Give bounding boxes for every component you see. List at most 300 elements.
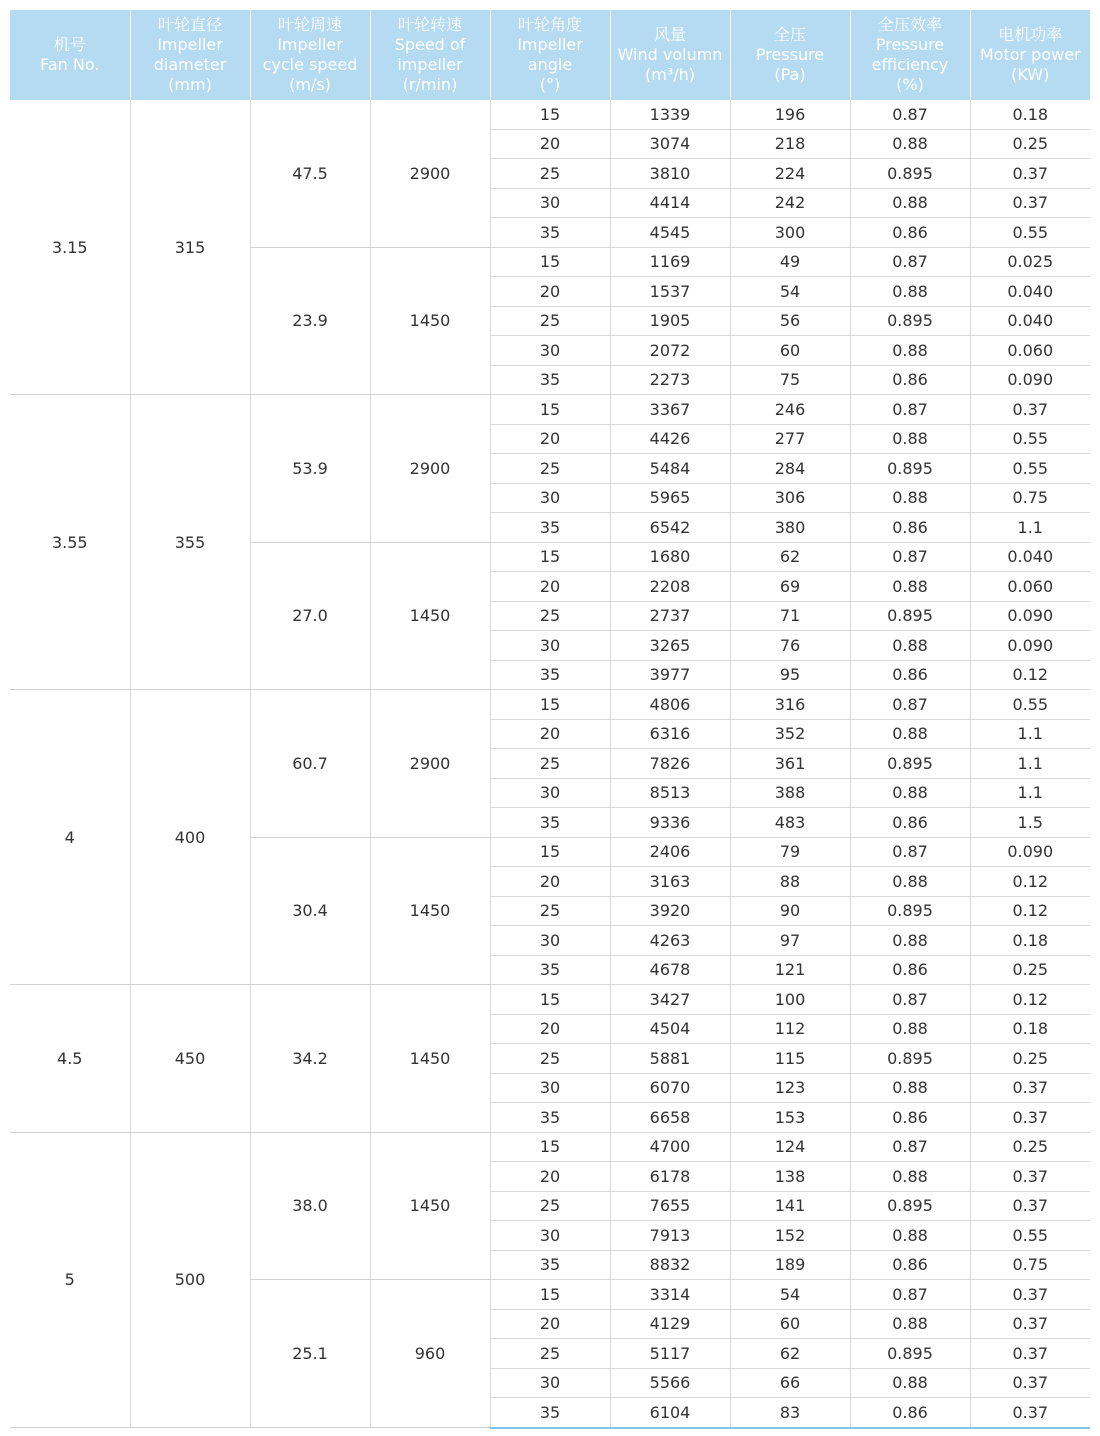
efficiency-cell: 0.87 — [850, 837, 970, 867]
efficiency-cell: 0.895 — [850, 896, 970, 926]
pressure-cell: 62 — [730, 1339, 850, 1369]
motor-power-cell: 1.1 — [970, 749, 1090, 779]
cycle-speed-cell: 53.9 — [250, 395, 370, 543]
pressure-cell: 60 — [730, 1309, 850, 1339]
motor-power-cell: 0.060 — [970, 336, 1090, 366]
pressure-cell: 115 — [730, 1044, 850, 1074]
wind-volume-cell: 7655 — [610, 1191, 730, 1221]
header-en: angle — [527, 55, 573, 74]
efficiency-cell: 0.895 — [850, 306, 970, 336]
angle-cell: 15 — [490, 690, 610, 720]
header-en: Impeller — [517, 35, 583, 54]
wind-volume-cell: 4414 — [610, 188, 730, 218]
efficiency-cell: 0.87 — [850, 1132, 970, 1162]
header-en: efficiency — [871, 55, 949, 74]
wind-volume-cell: 6178 — [610, 1162, 730, 1192]
header-unit: (m/s) — [289, 75, 331, 94]
pressure-cell: 306 — [730, 483, 850, 513]
pressure-cell: 88 — [730, 867, 850, 897]
pressure-cell: 75 — [730, 365, 850, 395]
wind-volume-cell: 3314 — [610, 1280, 730, 1310]
header-en: Wind volumn — [617, 45, 723, 64]
pressure-cell: 123 — [730, 1073, 850, 1103]
cycle-speed-cell: 60.7 — [250, 690, 370, 838]
cycle-speed-cell: 38.0 — [250, 1132, 370, 1280]
header-en: impeller — [397, 55, 463, 74]
impeller-speed-cell: 1450 — [370, 542, 490, 690]
efficiency-cell: 0.86 — [850, 660, 970, 690]
angle-cell: 20 — [490, 277, 610, 307]
pressure-cell: 380 — [730, 513, 850, 543]
motor-power-cell: 0.75 — [970, 483, 1090, 513]
header-en: Fan No. — [40, 55, 100, 74]
header-unit: (m³/h) — [644, 65, 695, 84]
pressure-cell: 284 — [730, 454, 850, 484]
efficiency-cell: 0.88 — [850, 129, 970, 159]
header-en: Motor power — [979, 45, 1081, 64]
wind-volume-cell: 6070 — [610, 1073, 730, 1103]
header-en: cycle speed — [262, 55, 358, 74]
wind-volume-cell: 5566 — [610, 1368, 730, 1398]
angle-cell: 20 — [490, 424, 610, 454]
angle-cell: 20 — [490, 719, 610, 749]
table-body — [10, 100, 1090, 1428]
cycle-speed-cell: 34.2 — [250, 985, 370, 1133]
header-en: diameter — [153, 55, 227, 74]
motor-power-cell: 1.1 — [970, 513, 1090, 543]
pressure-cell: 54 — [730, 277, 850, 307]
wind-volume-cell: 4129 — [610, 1309, 730, 1339]
pressure-cell: 224 — [730, 159, 850, 189]
wind-volume-cell: 1680 — [610, 542, 730, 572]
angle-cell: 15 — [490, 1132, 610, 1162]
header-cn: 叶轮角度 — [517, 15, 582, 34]
motor-power-cell: 0.37 — [970, 1339, 1090, 1369]
wind-volume-cell: 2737 — [610, 601, 730, 631]
wind-volume-cell: 4545 — [610, 218, 730, 248]
efficiency-cell: 0.88 — [850, 1221, 970, 1251]
motor-power-cell: 0.37 — [970, 1280, 1090, 1310]
wind-volume-cell: 1905 — [610, 306, 730, 336]
angle-cell: 25 — [490, 1191, 610, 1221]
cycle-speed-cell: 25.1 — [250, 1280, 370, 1428]
angle-cell: 35 — [490, 955, 610, 985]
table-row — [10, 395, 1090, 425]
pressure-cell: 76 — [730, 631, 850, 661]
impeller-diameter-cell: 355 — [130, 395, 250, 690]
efficiency-cell: 0.88 — [850, 483, 970, 513]
header-motor-power — [970, 10, 1090, 100]
angle-cell: 30 — [490, 926, 610, 956]
wind-volume-cell: 3163 — [610, 867, 730, 897]
motor-power-cell: 0.37 — [970, 395, 1090, 425]
wind-volume-cell: 3810 — [610, 159, 730, 189]
wind-volume-cell: 6542 — [610, 513, 730, 543]
pressure-cell: 71 — [730, 601, 850, 631]
impeller-speed-cell: 960 — [370, 1280, 490, 1428]
wind-volume-cell: 6658 — [610, 1103, 730, 1133]
pressure-cell: 83 — [730, 1398, 850, 1428]
wind-volume-cell: 3367 — [610, 395, 730, 425]
impeller-diameter-cell: 315 — [130, 100, 250, 395]
angle-cell: 20 — [490, 867, 610, 897]
angle-cell: 35 — [490, 365, 610, 395]
motor-power-cell: 0.37 — [970, 1191, 1090, 1221]
wind-volume-cell: 2072 — [610, 336, 730, 366]
efficiency-cell: 0.87 — [850, 542, 970, 572]
impeller-diameter-cell: 400 — [130, 690, 250, 985]
angle-cell: 20 — [490, 1014, 610, 1044]
motor-power-cell: 0.37 — [970, 1398, 1090, 1428]
angle-cell: 15 — [490, 395, 610, 425]
efficiency-cell: 0.895 — [850, 601, 970, 631]
motor-power-cell: 0.55 — [970, 454, 1090, 484]
cycle-speed-cell: 30.4 — [250, 837, 370, 985]
motor-power-cell: 0.55 — [970, 218, 1090, 248]
efficiency-cell: 0.87 — [850, 247, 970, 277]
efficiency-cell: 0.88 — [850, 778, 970, 808]
header-en: Pressure — [755, 45, 825, 64]
wind-volume-cell: 3427 — [610, 985, 730, 1015]
impeller-speed-cell: 1450 — [370, 247, 490, 395]
motor-power-cell: 0.55 — [970, 690, 1090, 720]
pressure-cell: 62 — [730, 542, 850, 572]
pressure-cell: 90 — [730, 896, 850, 926]
fan-no-cell: 5 — [10, 1132, 130, 1428]
angle-cell: 15 — [490, 100, 610, 129]
motor-power-cell: 0.37 — [970, 1309, 1090, 1339]
impeller-speed-cell: 1450 — [370, 837, 490, 985]
efficiency-cell: 0.86 — [850, 1398, 970, 1428]
angle-cell: 35 — [490, 1103, 610, 1133]
header-cn: 叶轮直径 — [157, 15, 222, 34]
angle-cell: 25 — [490, 601, 610, 631]
motor-power-cell: 0.025 — [970, 247, 1090, 277]
motor-power-cell: 0.090 — [970, 837, 1090, 867]
angle-cell: 30 — [490, 778, 610, 808]
angle-cell: 30 — [490, 1368, 610, 1398]
fan-no-cell: 3.15 — [10, 100, 130, 395]
pressure-cell: 97 — [730, 926, 850, 956]
wind-volume-cell: 1339 — [610, 100, 730, 129]
angle-cell: 25 — [490, 159, 610, 189]
wind-volume-cell: 5881 — [610, 1044, 730, 1074]
efficiency-cell: 0.88 — [850, 336, 970, 366]
efficiency-cell: 0.86 — [850, 808, 970, 838]
efficiency-cell: 0.88 — [850, 926, 970, 956]
angle-cell: 25 — [490, 306, 610, 336]
angle-cell: 15 — [490, 1280, 610, 1310]
motor-power-cell: 0.090 — [970, 601, 1090, 631]
angle-cell: 20 — [490, 572, 610, 602]
wind-volume-cell: 5484 — [610, 454, 730, 484]
pressure-cell: 242 — [730, 188, 850, 218]
pressure-cell: 352 — [730, 719, 850, 749]
efficiency-cell: 0.87 — [850, 690, 970, 720]
table-header — [10, 10, 1090, 100]
efficiency-cell: 0.87 — [850, 100, 970, 129]
header-unit: (r/min) — [402, 75, 458, 94]
header-en: Speed of — [394, 35, 466, 54]
header-unit: (°) — [539, 75, 561, 94]
header-cn: 全压 — [773, 25, 806, 44]
motor-power-cell: 0.37 — [970, 1073, 1090, 1103]
efficiency-cell: 0.88 — [850, 188, 970, 218]
wind-volume-cell: 4263 — [610, 926, 730, 956]
angle-cell: 35 — [490, 513, 610, 543]
pressure-cell: 141 — [730, 1191, 850, 1221]
efficiency-cell: 0.88 — [850, 1309, 970, 1339]
motor-power-cell: 0.18 — [970, 1014, 1090, 1044]
wind-volume-cell: 5117 — [610, 1339, 730, 1369]
motor-power-cell: 0.090 — [970, 365, 1090, 395]
wind-volume-cell: 4426 — [610, 424, 730, 454]
header-cn: 风量 — [653, 25, 686, 44]
wind-volume-cell: 7826 — [610, 749, 730, 779]
pressure-cell: 56 — [730, 306, 850, 336]
efficiency-cell: 0.895 — [850, 1339, 970, 1369]
angle-cell: 30 — [490, 336, 610, 366]
header-cn: 机号 — [53, 35, 86, 54]
impeller-speed-cell: 2900 — [370, 395, 490, 543]
efficiency-cell: 0.895 — [850, 1191, 970, 1221]
wind-volume-cell: 3977 — [610, 660, 730, 690]
header-cycle-speed — [250, 10, 370, 100]
motor-power-cell: 0.25 — [970, 1044, 1090, 1074]
header-fan-no — [10, 10, 130, 100]
pressure-cell: 49 — [730, 247, 850, 277]
table-row — [10, 1132, 1090, 1162]
pressure-cell: 66 — [730, 1368, 850, 1398]
header-en: Impeller — [157, 35, 223, 54]
pressure-cell: 316 — [730, 690, 850, 720]
efficiency-cell: 0.88 — [850, 1368, 970, 1398]
wind-volume-cell: 5965 — [610, 483, 730, 513]
efficiency-cell: 0.895 — [850, 1044, 970, 1074]
fan-no-cell: 4.5 — [10, 985, 130, 1133]
efficiency-cell: 0.86 — [850, 513, 970, 543]
header-unit: (Pa) — [774, 65, 806, 84]
header-cn: 叶轮周速 — [277, 15, 342, 34]
angle-cell: 35 — [490, 808, 610, 838]
angle-cell: 25 — [490, 1044, 610, 1074]
motor-power-cell: 0.18 — [970, 926, 1090, 956]
header-cn: 叶轮转速 — [397, 15, 462, 34]
header-cn: 电机功率 — [998, 25, 1063, 44]
efficiency-cell: 0.88 — [850, 867, 970, 897]
angle-cell: 15 — [490, 247, 610, 277]
efficiency-cell: 0.88 — [850, 1162, 970, 1192]
motor-power-cell: 0.12 — [970, 660, 1090, 690]
wind-volume-cell: 6316 — [610, 719, 730, 749]
pressure-cell: 246 — [730, 395, 850, 425]
pressure-cell: 95 — [730, 660, 850, 690]
header-en: Impeller — [277, 35, 343, 54]
motor-power-cell: 0.040 — [970, 542, 1090, 572]
wind-volume-cell: 7913 — [610, 1221, 730, 1251]
header-pressure — [730, 10, 850, 100]
table-row — [10, 985, 1090, 1015]
angle-cell: 35 — [490, 218, 610, 248]
angle-cell: 20 — [490, 129, 610, 159]
angle-cell: 25 — [490, 749, 610, 779]
pressure-cell: 112 — [730, 1014, 850, 1044]
pressure-cell: 153 — [730, 1103, 850, 1133]
pressure-cell: 300 — [730, 218, 850, 248]
angle-cell: 20 — [490, 1309, 610, 1339]
motor-power-cell: 0.55 — [970, 424, 1090, 454]
wind-volume-cell: 2208 — [610, 572, 730, 602]
angle-cell: 25 — [490, 896, 610, 926]
angle-cell: 35 — [490, 1250, 610, 1280]
table-row — [10, 100, 1090, 129]
wind-volume-cell: 3265 — [610, 631, 730, 661]
motor-power-cell: 0.25 — [970, 129, 1090, 159]
motor-power-cell: 0.55 — [970, 1221, 1090, 1251]
efficiency-cell: 0.87 — [850, 395, 970, 425]
wind-volume-cell: 4678 — [610, 955, 730, 985]
motor-power-cell: 0.37 — [970, 1368, 1090, 1398]
angle-cell: 35 — [490, 1398, 610, 1428]
angle-cell: 30 — [490, 483, 610, 513]
wind-volume-cell: 4504 — [610, 1014, 730, 1044]
angle-cell: 20 — [490, 1162, 610, 1192]
angle-cell: 15 — [490, 837, 610, 867]
angle-cell: 30 — [490, 631, 610, 661]
pressure-cell: 483 — [730, 808, 850, 838]
pressure-cell: 218 — [730, 129, 850, 159]
motor-power-cell: 0.12 — [970, 896, 1090, 926]
pressure-cell: 361 — [730, 749, 850, 779]
wind-volume-cell: 3920 — [610, 896, 730, 926]
efficiency-cell: 0.86 — [850, 955, 970, 985]
pressure-cell: 79 — [730, 837, 850, 867]
cycle-speed-cell: 27.0 — [250, 542, 370, 690]
impeller-speed-cell: 1450 — [370, 985, 490, 1133]
efficiency-cell: 0.86 — [850, 218, 970, 248]
wind-volume-cell: 9336 — [610, 808, 730, 838]
pressure-cell: 54 — [730, 1280, 850, 1310]
pressure-cell: 124 — [730, 1132, 850, 1162]
impeller-speed-cell: 2900 — [370, 690, 490, 838]
header-en: Pressure — [875, 35, 945, 54]
efficiency-cell: 0.86 — [850, 1250, 970, 1280]
wind-volume-cell: 3074 — [610, 129, 730, 159]
pressure-cell: 152 — [730, 1221, 850, 1251]
pressure-cell: 60 — [730, 336, 850, 366]
motor-power-cell: 0.25 — [970, 955, 1090, 985]
wind-volume-cell: 8832 — [610, 1250, 730, 1280]
motor-power-cell: 0.12 — [970, 985, 1090, 1015]
angle-cell: 25 — [490, 454, 610, 484]
motor-power-cell: 1.5 — [970, 808, 1090, 838]
pressure-cell: 196 — [730, 100, 850, 129]
efficiency-cell: 0.87 — [850, 985, 970, 1015]
motor-power-cell: 1.1 — [970, 719, 1090, 749]
motor-power-cell: 0.37 — [970, 1162, 1090, 1192]
pressure-cell: 69 — [730, 572, 850, 602]
efficiency-cell: 0.88 — [850, 277, 970, 307]
efficiency-cell: 0.895 — [850, 749, 970, 779]
motor-power-cell: 0.040 — [970, 306, 1090, 336]
wind-volume-cell: 2273 — [610, 365, 730, 395]
header-pressure-efficiency — [850, 10, 970, 100]
pressure-cell: 277 — [730, 424, 850, 454]
motor-power-cell: 1.1 — [970, 778, 1090, 808]
efficiency-cell: 0.88 — [850, 424, 970, 454]
motor-power-cell: 0.18 — [970, 100, 1090, 129]
angle-cell: 15 — [490, 542, 610, 572]
impeller-speed-cell: 2900 — [370, 100, 490, 247]
header-unit: (%) — [896, 75, 924, 94]
header-unit: (KW) — [1011, 65, 1050, 84]
motor-power-cell: 0.37 — [970, 188, 1090, 218]
motor-power-cell: 0.040 — [970, 277, 1090, 307]
wind-volume-cell: 8513 — [610, 778, 730, 808]
motor-power-cell: 0.12 — [970, 867, 1090, 897]
pressure-cell: 138 — [730, 1162, 850, 1192]
efficiency-cell: 0.88 — [850, 572, 970, 602]
header-impeller-angle — [490, 10, 610, 100]
motor-power-cell: 0.060 — [970, 572, 1090, 602]
wind-volume-cell: 2406 — [610, 837, 730, 867]
efficiency-cell: 0.895 — [850, 159, 970, 189]
cycle-speed-cell: 23.9 — [250, 247, 370, 395]
motor-power-cell: 0.25 — [970, 1132, 1090, 1162]
wind-volume-cell: 4806 — [610, 690, 730, 720]
pressure-cell: 388 — [730, 778, 850, 808]
efficiency-cell: 0.88 — [850, 1073, 970, 1103]
wind-volume-cell: 1169 — [610, 247, 730, 277]
header-row — [10, 10, 1090, 100]
angle-cell: 25 — [490, 1339, 610, 1369]
efficiency-cell: 0.86 — [850, 365, 970, 395]
efficiency-cell: 0.895 — [850, 454, 970, 484]
efficiency-cell: 0.87 — [850, 1280, 970, 1310]
cycle-speed-cell: 47.5 — [250, 100, 370, 247]
motor-power-cell: 0.37 — [970, 159, 1090, 189]
fan-performance-table-container — [10, 10, 1090, 1429]
efficiency-cell: 0.88 — [850, 1014, 970, 1044]
angle-cell: 30 — [490, 188, 610, 218]
table-row — [10, 690, 1090, 720]
fan-performance-table — [10, 10, 1090, 1429]
angle-cell: 30 — [490, 1073, 610, 1103]
wind-volume-cell: 6104 — [610, 1398, 730, 1428]
angle-cell: 35 — [490, 660, 610, 690]
header-unit: (mm) — [168, 75, 212, 94]
motor-power-cell: 0.37 — [970, 1103, 1090, 1133]
angle-cell: 30 — [490, 1221, 610, 1251]
pressure-cell: 189 — [730, 1250, 850, 1280]
motor-power-cell: 0.75 — [970, 1250, 1090, 1280]
impeller-diameter-cell: 450 — [130, 985, 250, 1133]
pressure-cell: 121 — [730, 955, 850, 985]
header-impeller-diameter — [130, 10, 250, 100]
wind-volume-cell: 1537 — [610, 277, 730, 307]
impeller-diameter-cell: 500 — [130, 1132, 250, 1428]
efficiency-cell: 0.88 — [850, 719, 970, 749]
header-speed-of-impeller — [370, 10, 490, 100]
fan-no-cell: 4 — [10, 690, 130, 985]
fan-no-cell: 3.55 — [10, 395, 130, 690]
wind-volume-cell: 4700 — [610, 1132, 730, 1162]
motor-power-cell: 0.090 — [970, 631, 1090, 661]
pressure-cell: 100 — [730, 985, 850, 1015]
header-cn: 全压效率 — [877, 15, 942, 34]
header-wind-volume — [610, 10, 730, 100]
impeller-speed-cell: 1450 — [370, 1132, 490, 1280]
